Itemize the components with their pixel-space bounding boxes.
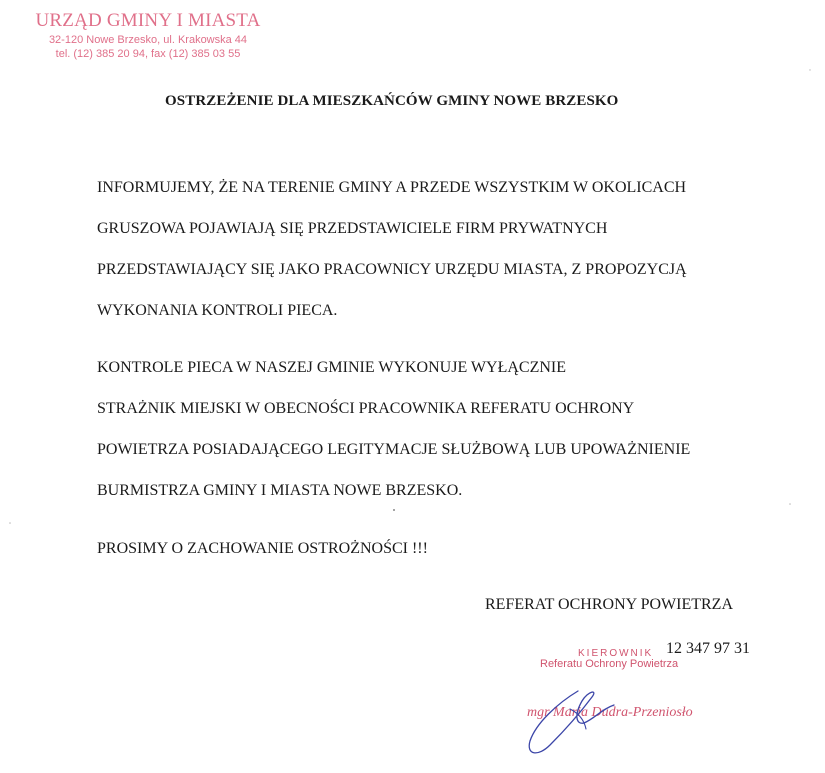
letterhead-contact: tel. (12) 385 20 94, fax (12) 385 03 55: [55, 48, 241, 60]
stamp-subtitle: Referatu Ochrony Powietrza: [540, 658, 679, 670]
office-name: REFERAT OCHRONY POWIETRZA: [485, 596, 734, 613]
letterhead-office-name: URZĄD GMINY I MIASTA: [35, 10, 261, 31]
paragraph-line: PRZEDSTAWIAJĄCY SIĘ JAKO PRACOWNICY URZĘDU MIASTA, Z PROPOZYCJĄ: [97, 261, 687, 278]
letterhead-address: 32-120 Nowe Brzesko, ul. Krakowska 44: [48, 34, 248, 46]
paragraph-line: KONTROLE PIECA W NASZEJ GMINIE WYKONUJE WYŁĄCZNIE: [97, 359, 567, 376]
letterhead: [30, 9, 266, 61]
paragraph-line: WYKONANIA KONTROLI PIECA.: [97, 302, 338, 319]
phone-number: 12 347 97 31: [666, 640, 750, 657]
paragraph-line: PROSIMY O ZACHOWANIE OSTROŻNOŚCI !!!: [97, 540, 428, 557]
paragraph-inspection-info: [97, 347, 690, 511]
paragraph-line: STRAŻNIK MIEJSKI W OBECNOŚCI PRACOWNIKA REFERATU OCHRONY: [97, 400, 635, 417]
paragraph-caution: [97, 528, 428, 569]
stamp-name: mgr Maria Dudra-Przeniosło: [527, 705, 693, 720]
stamp-title: KIEROWNIK: [578, 648, 654, 659]
handwritten-signature: [518, 683, 628, 763]
paragraph-line: BURMISTRZA GMINY I MIASTA NOWE BRZESKO.: [97, 482, 463, 499]
paragraph-line: POWIETRZA POSIADAJĄCEGO LEGITYMACJE SŁUŻBOWĄ LUB UPOWAŻNIENIE: [97, 441, 691, 458]
paragraph-line: GRUSZOWA POJAWIAJĄ SIĘ PRZEDSTAWICIELE FIRM PRYWATNYCH: [97, 220, 608, 237]
document-title: OSTRZEŻENIE DLA MIESZKAŃCÓW GMINY NOWE BRZESKO: [165, 93, 619, 109]
paragraph-warning: [97, 167, 687, 331]
official-stamp: [540, 648, 678, 670]
paragraph-line: INFORMUJEMY, ŻE NA TERENIE GMINY A PRZEDE WSZYSTKIM W OKOLICACH: [97, 179, 687, 196]
